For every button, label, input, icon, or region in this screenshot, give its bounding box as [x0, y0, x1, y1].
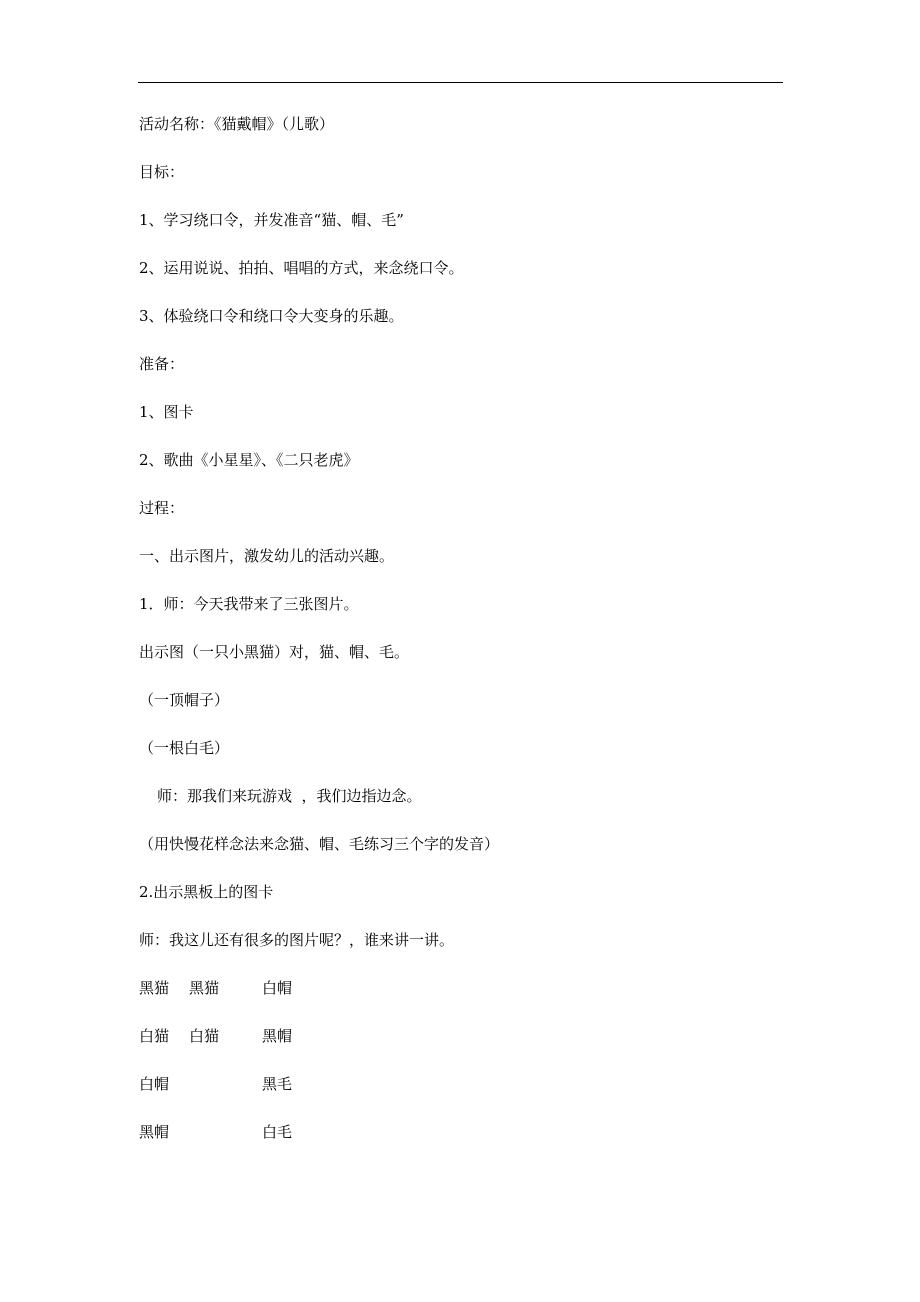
card-cell: 白猫	[189, 1027, 220, 1045]
card-cell: 黑猫	[139, 979, 170, 997]
process-line: 师：我这儿还有很多的图片呢？，谁来讲一讲。	[139, 931, 455, 949]
process-line: （一顶帽子）	[139, 691, 230, 709]
card-cell: 黑帽	[262, 1027, 293, 1045]
process-line: 1．师：今天我带来了三张图片。	[139, 595, 359, 613]
card-cell: 黑毛	[262, 1075, 293, 1093]
card-cell: 黑帽	[139, 1123, 170, 1141]
preparation-item-1: 1、图卡	[139, 403, 194, 421]
process-line: 师：那我们来玩游戏 ，我们边指边念。	[157, 787, 422, 805]
process-line: （用快慢花样念法来念猫、帽、毛练习三个字的发音）	[139, 835, 500, 853]
card-cell: 黑猫	[189, 979, 220, 997]
process-step-2: 2.出示黑板上的图卡	[139, 883, 274, 901]
goal-item-3: 3、体验绕口令和绕口令大变身的乐趣。	[139, 307, 404, 325]
goal-item-1: 1、学习绕口令，并发准音“猫、帽、毛”	[139, 211, 404, 229]
goal-item-2: 2、运用说说、拍拍、唱唱的方式，来念绕口令。	[139, 259, 464, 277]
card-cell: 白帽	[262, 979, 293, 997]
section-heading-goals: 目标：	[139, 163, 185, 181]
process-line: （一根白毛）	[139, 739, 230, 757]
section-heading-preparation: 准备：	[139, 355, 185, 373]
section-heading-process: 过程：	[139, 499, 185, 517]
process-step-1: 一、出示图片，激发幼儿的活动兴趣。	[139, 547, 395, 565]
activity-title: 活动名称：《猫戴帽》（儿歌）	[139, 115, 335, 133]
card-cell: 白猫	[139, 1027, 170, 1045]
card-cell: 白毛	[262, 1123, 293, 1141]
header-rule	[138, 82, 783, 83]
process-line: 出示图（一只小黑猫）对，猫、帽、毛。	[139, 643, 410, 661]
preparation-item-2: 2、歌曲《小星星》、《二只老虎》	[139, 451, 359, 469]
card-cell: 白帽	[139, 1075, 170, 1093]
